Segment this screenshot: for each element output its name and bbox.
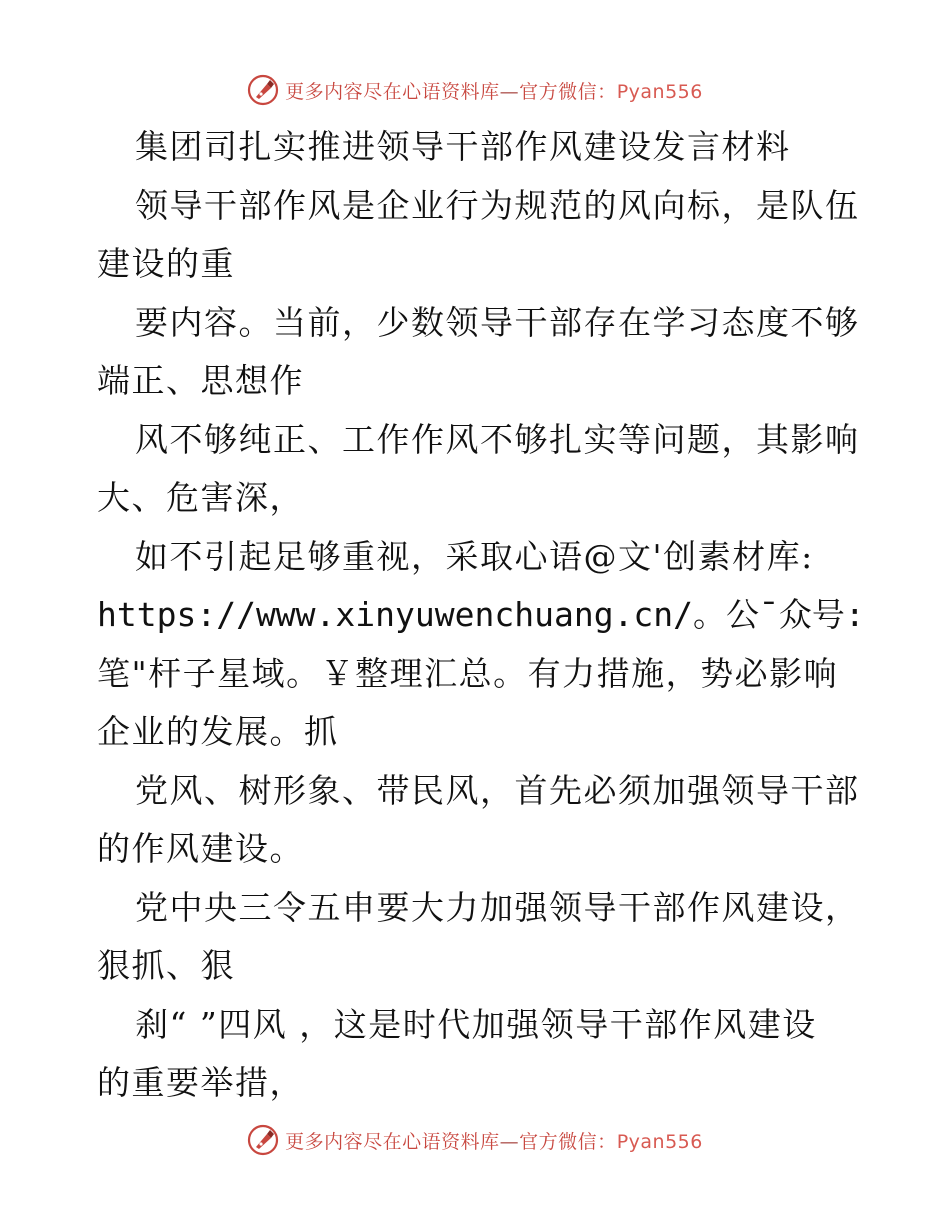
- text-line: 的作风建设。: [97, 829, 304, 868]
- watermark-separator: —: [499, 1130, 520, 1153]
- text-line: 的重要举措，: [97, 1063, 304, 1102]
- text-line: 笔"杆子星域。￥整理汇总。有力措施，势必影响: [97, 653, 839, 693]
- footer-watermark: [0, 1120, 950, 1160]
- watermark-brand: 更多内容尽在心语资料库: [285, 80, 500, 103]
- watermark-wechat-id: Pyan556: [616, 1130, 703, 1153]
- url-line: https://www.xinyuwenchuang.cn/。公¯众号:: [97, 595, 865, 634]
- text-line: 党中央三令五申要大力加强领导干部作风建设，: [135, 887, 860, 927]
- watermark-official: 官方微信：: [519, 1130, 617, 1153]
- watermark-brand: 更多内容尽在心语资料库: [285, 1130, 500, 1153]
- text-line: 企业的发展。抓: [97, 712, 339, 751]
- watermark-text: [285, 77, 703, 104]
- watermark-official: 官方微信：: [519, 80, 617, 103]
- text-line: 党风、树形象、带民风，首先必须加强领导干部: [135, 770, 860, 810]
- text-line: 领导干部作风是企业行为规范的风向标，是队伍: [135, 185, 860, 225]
- text-line: 大、危害深，: [97, 478, 304, 517]
- text-line: 狠抓、狠: [97, 946, 235, 985]
- watermark-text: [285, 1127, 703, 1154]
- watermark-separator: —: [499, 80, 520, 103]
- text-line: 端正、思想作: [97, 361, 304, 400]
- header-watermark: [0, 70, 950, 110]
- pen-nib-logo-icon: [247, 74, 279, 106]
- text-line: 风不够纯正、工作作风不够扎实等问题，其影响: [135, 419, 860, 459]
- document-title: 集团司扎实推进领导干部作风建设发言材料: [135, 127, 791, 166]
- text-line: 如不引起足够重视，采取心语@文'创素材库:: [135, 536, 814, 576]
- text-line: 刹“ ”四风 ，这是时代加强领导干部作风建设: [135, 1004, 817, 1044]
- watermark-wechat-id: Pyan556: [616, 80, 703, 103]
- text-line: 建设的重: [97, 244, 235, 283]
- document-body: [97, 118, 865, 1113]
- text-line: 要内容。当前，少数领导干部存在学习态度不够: [135, 302, 860, 342]
- pen-nib-logo-icon: [247, 1124, 279, 1156]
